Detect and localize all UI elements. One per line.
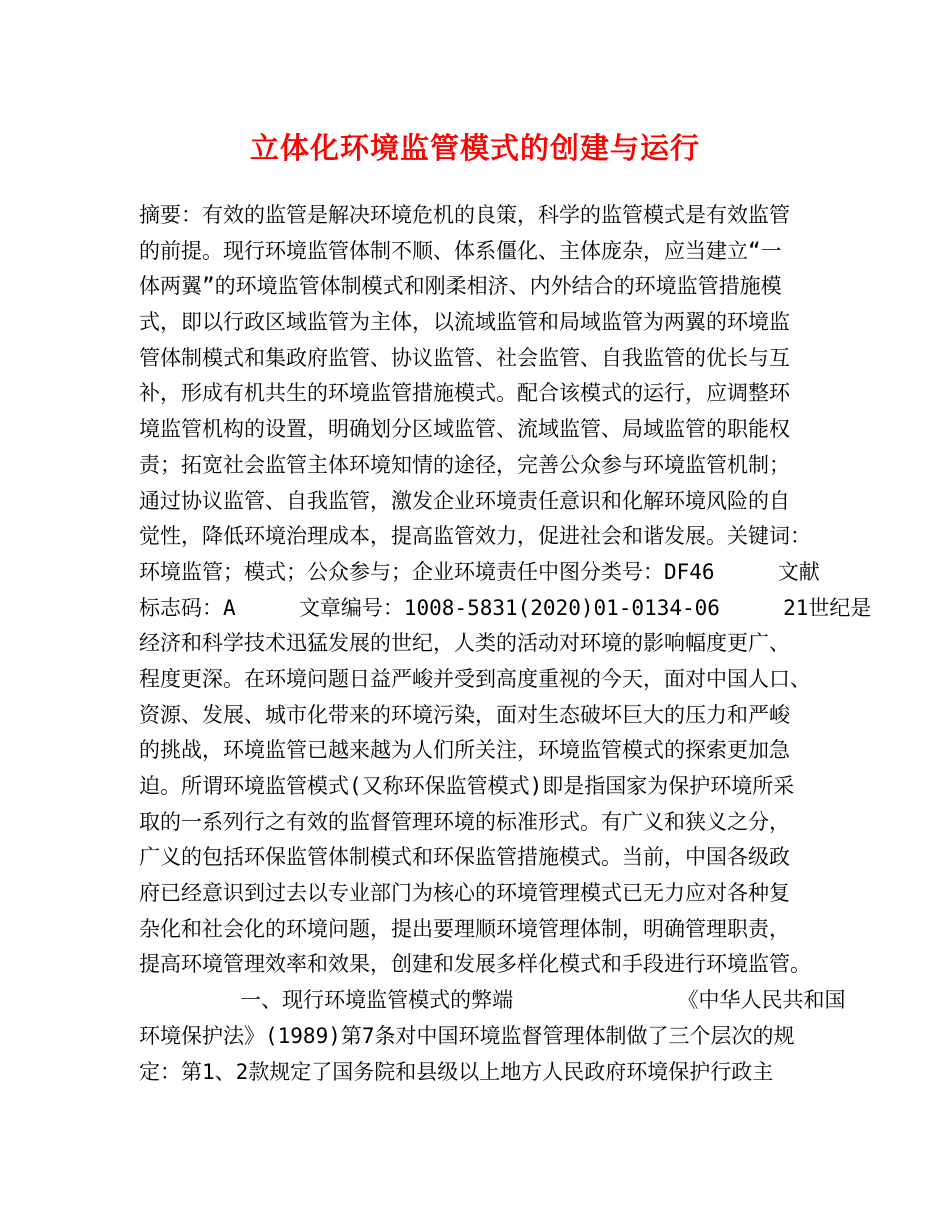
body-line: 补，形成有机共生的环境监管措施模式。配合该模式的运行，应调整环 [139,381,790,406]
body-line: 迫。所谓环境监管模式(又称环保监管模式)即是指国家为保护环境所采 [139,774,795,798]
body-line: 标志码：A 文章编号：1008-5831(2020)01-0134-06 21世纪是 [139,595,872,620]
body-line: 环境监管；模式；公众参与；企业环境责任中图分类号：DF46 文献 [139,559,820,584]
body-line: 程度更深。在环境问题日益严峻并受到高度重视的今天，面对中国人口、 [139,666,811,691]
body-line: 府已经意识到过去以专业部门为核心的环境管理模式已无力应对各种复 [139,881,790,906]
body-line: 管体制模式和集政府监管、协议监管、社会监管、自我监管的优长与互 [139,345,790,370]
body-line: 体两翼”的环境监管体制模式和刚柔相济、内外结合的环境监管措施模 [139,274,782,299]
body-line: 广义的包括环保监管体制模式和环保监管措施模式。当前，中国各级政 [139,845,790,870]
body-line: 境监管机构的设置，明确划分区域监管、流域监管、局域监管的职能权 [139,417,790,442]
body-line: 取的一系列行之有效的监督管理环境的标准形式。有广义和狭义之分， [139,809,790,834]
body-line: 提高环境管理效率和效果，创建和发展多样化模式和手段进行环境监管。 [139,952,811,977]
body-line: 式，即以行政区域监管为主体，以流域监管和局域监管为两翼的环境监 [139,310,790,335]
body-line: 的前提。现行环境监管体制不顺、体系僵化、主体庞杂，应当建立“一 [139,238,782,263]
body-line: 资源、发展、城市化带来的环境污染，面对生态破坏巨大的压力和严峻 [139,702,790,727]
body-line: 的挑战，环境监管已越来越为人们所关注，环境监管模式的探索更加急 [139,738,790,763]
document-body [139,198,872,1090]
body-line: 杂化和社会化的环境问题，提出要理顺环境管理体制，明确管理职责， [139,916,790,941]
body-line: 责；拓宽社会监管主体环境知情的途径，完善公众参与环境监管机制； [139,452,790,477]
body-line: 定：第1、2款规定了国务院和县级以上地方人民政府环境保护行政主 [139,1059,774,1084]
section-heading-line: 一、现行环境监管模式的弊端 《中华人民共和国 [139,988,846,1013]
body-line: 摘要：有效的监管是解决环境危机的良策，科学的监管模式是有效监管 [139,203,790,227]
body-line: 通过协议监管、自我监管，激发企业环境责任意识和化解环境风险的自 [139,488,790,513]
body-line: 经济和科学技术迅猛发展的世纪，人类的活动对环境的影响幅度更广、 [139,631,790,656]
body-line: 觉性，降低环境治理成本，提高监管效力，促进社会和谐发展。关键词： [139,524,811,549]
body-line: 环境保护法》(1989)第7条对中国环境监督管理体制做了三个层次的规 [139,1023,795,1048]
document-title: 立体化环境监管模式的创建与运行 [249,131,700,165]
